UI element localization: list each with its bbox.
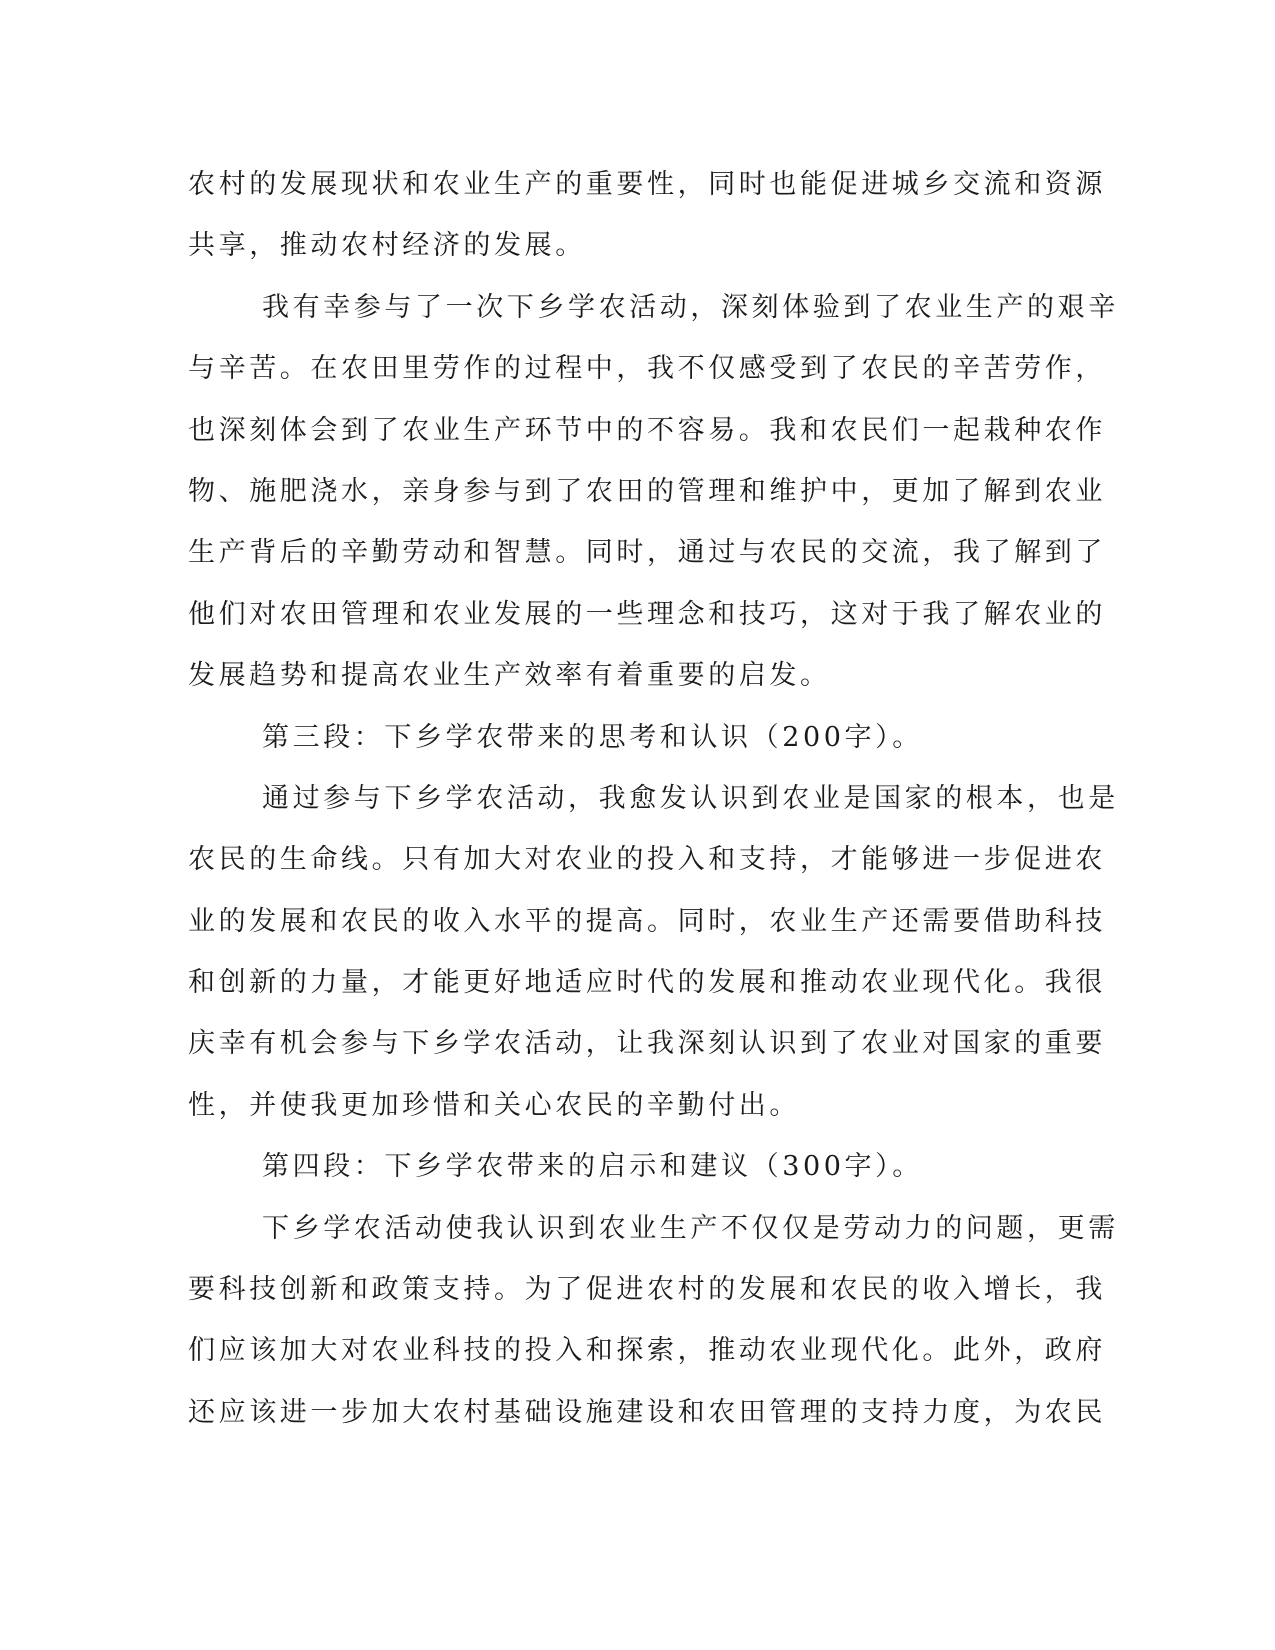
text-line: 农村的发展现状和农业生产的重要性，同时也能促进城乡交流和资源 <box>188 169 1106 200</box>
text-line: 发展趋势和提高农业生产效率有着重要的启发。 <box>188 660 831 692</box>
text-line: 庆幸有机会参与下乡学农活动，让我深刻认识到了农业对国家的重要 <box>188 1028 1106 1060</box>
text-line: 们应该加大对农业科技的投入和探索，推动农业现代化。此外，政府 <box>188 1335 1106 1367</box>
text-line: 农民的生命线。只有加大对农业的投入和支持，才能够进一步促进农 <box>188 844 1106 876</box>
section-heading-4: 第四段：下乡学农带来的启示和建议（300字）。 <box>262 1151 923 1183</box>
section-heading-3: 第三段：下乡学农带来的思考和认识（200字）。 <box>262 721 923 753</box>
text-line: 和创新的力量，才能更好地适应时代的发展和推动农业现代化。我很 <box>188 967 1106 999</box>
text-line: 物、施肥浇水，亲身参与到了农田的管理和维护中，更加了解到农业 <box>188 475 1106 507</box>
paragraph-start-line: 下乡学农活动使我认识到农业生产不仅仅是劳动力的问题，更需 <box>262 1212 1119 1244</box>
paragraph-start-line: 我有幸参与了一次下乡学农活动，深刻体验到了农业生产的艰辛 <box>262 291 1119 323</box>
text-line: 他们对农田管理和农业发展的一些理念和技巧，这对于我了解农业的 <box>188 598 1106 630</box>
document-body <box>188 154 1119 1443</box>
text-line: 与辛苦。在农田里劳作的过程中，我不仅感受到了农民的辛苦劳作， <box>188 353 1106 385</box>
paragraph-start-line: 通过参与下乡学农活动，我愈发认识到农业是国家的根本，也是 <box>262 782 1119 814</box>
text-line: 也深刻体会到了农业生产环节中的不容易。我和农民们一起栽种农作 <box>188 414 1106 446</box>
text-line: 还应该进一步加大农村基础设施建设和农田管理的支持力度，为农民 <box>188 1396 1106 1428</box>
text-line: 性，并使我更加珍惜和关心农民的辛勤付出。 <box>188 1089 800 1121</box>
text-line: 要科技创新和政策支持。为了促进农村的发展和农民的收入增长，我 <box>188 1274 1106 1306</box>
text-line: 生产背后的辛勤劳动和智慧。同时，通过与农民的交流，我了解到了 <box>188 537 1106 569</box>
text-line: 业的发展和农民的收入水平的提高。同时，农业生产还需要借助科技 <box>188 905 1106 937</box>
text-line: 共享，推动农村经济的发展。 <box>188 230 586 262</box>
